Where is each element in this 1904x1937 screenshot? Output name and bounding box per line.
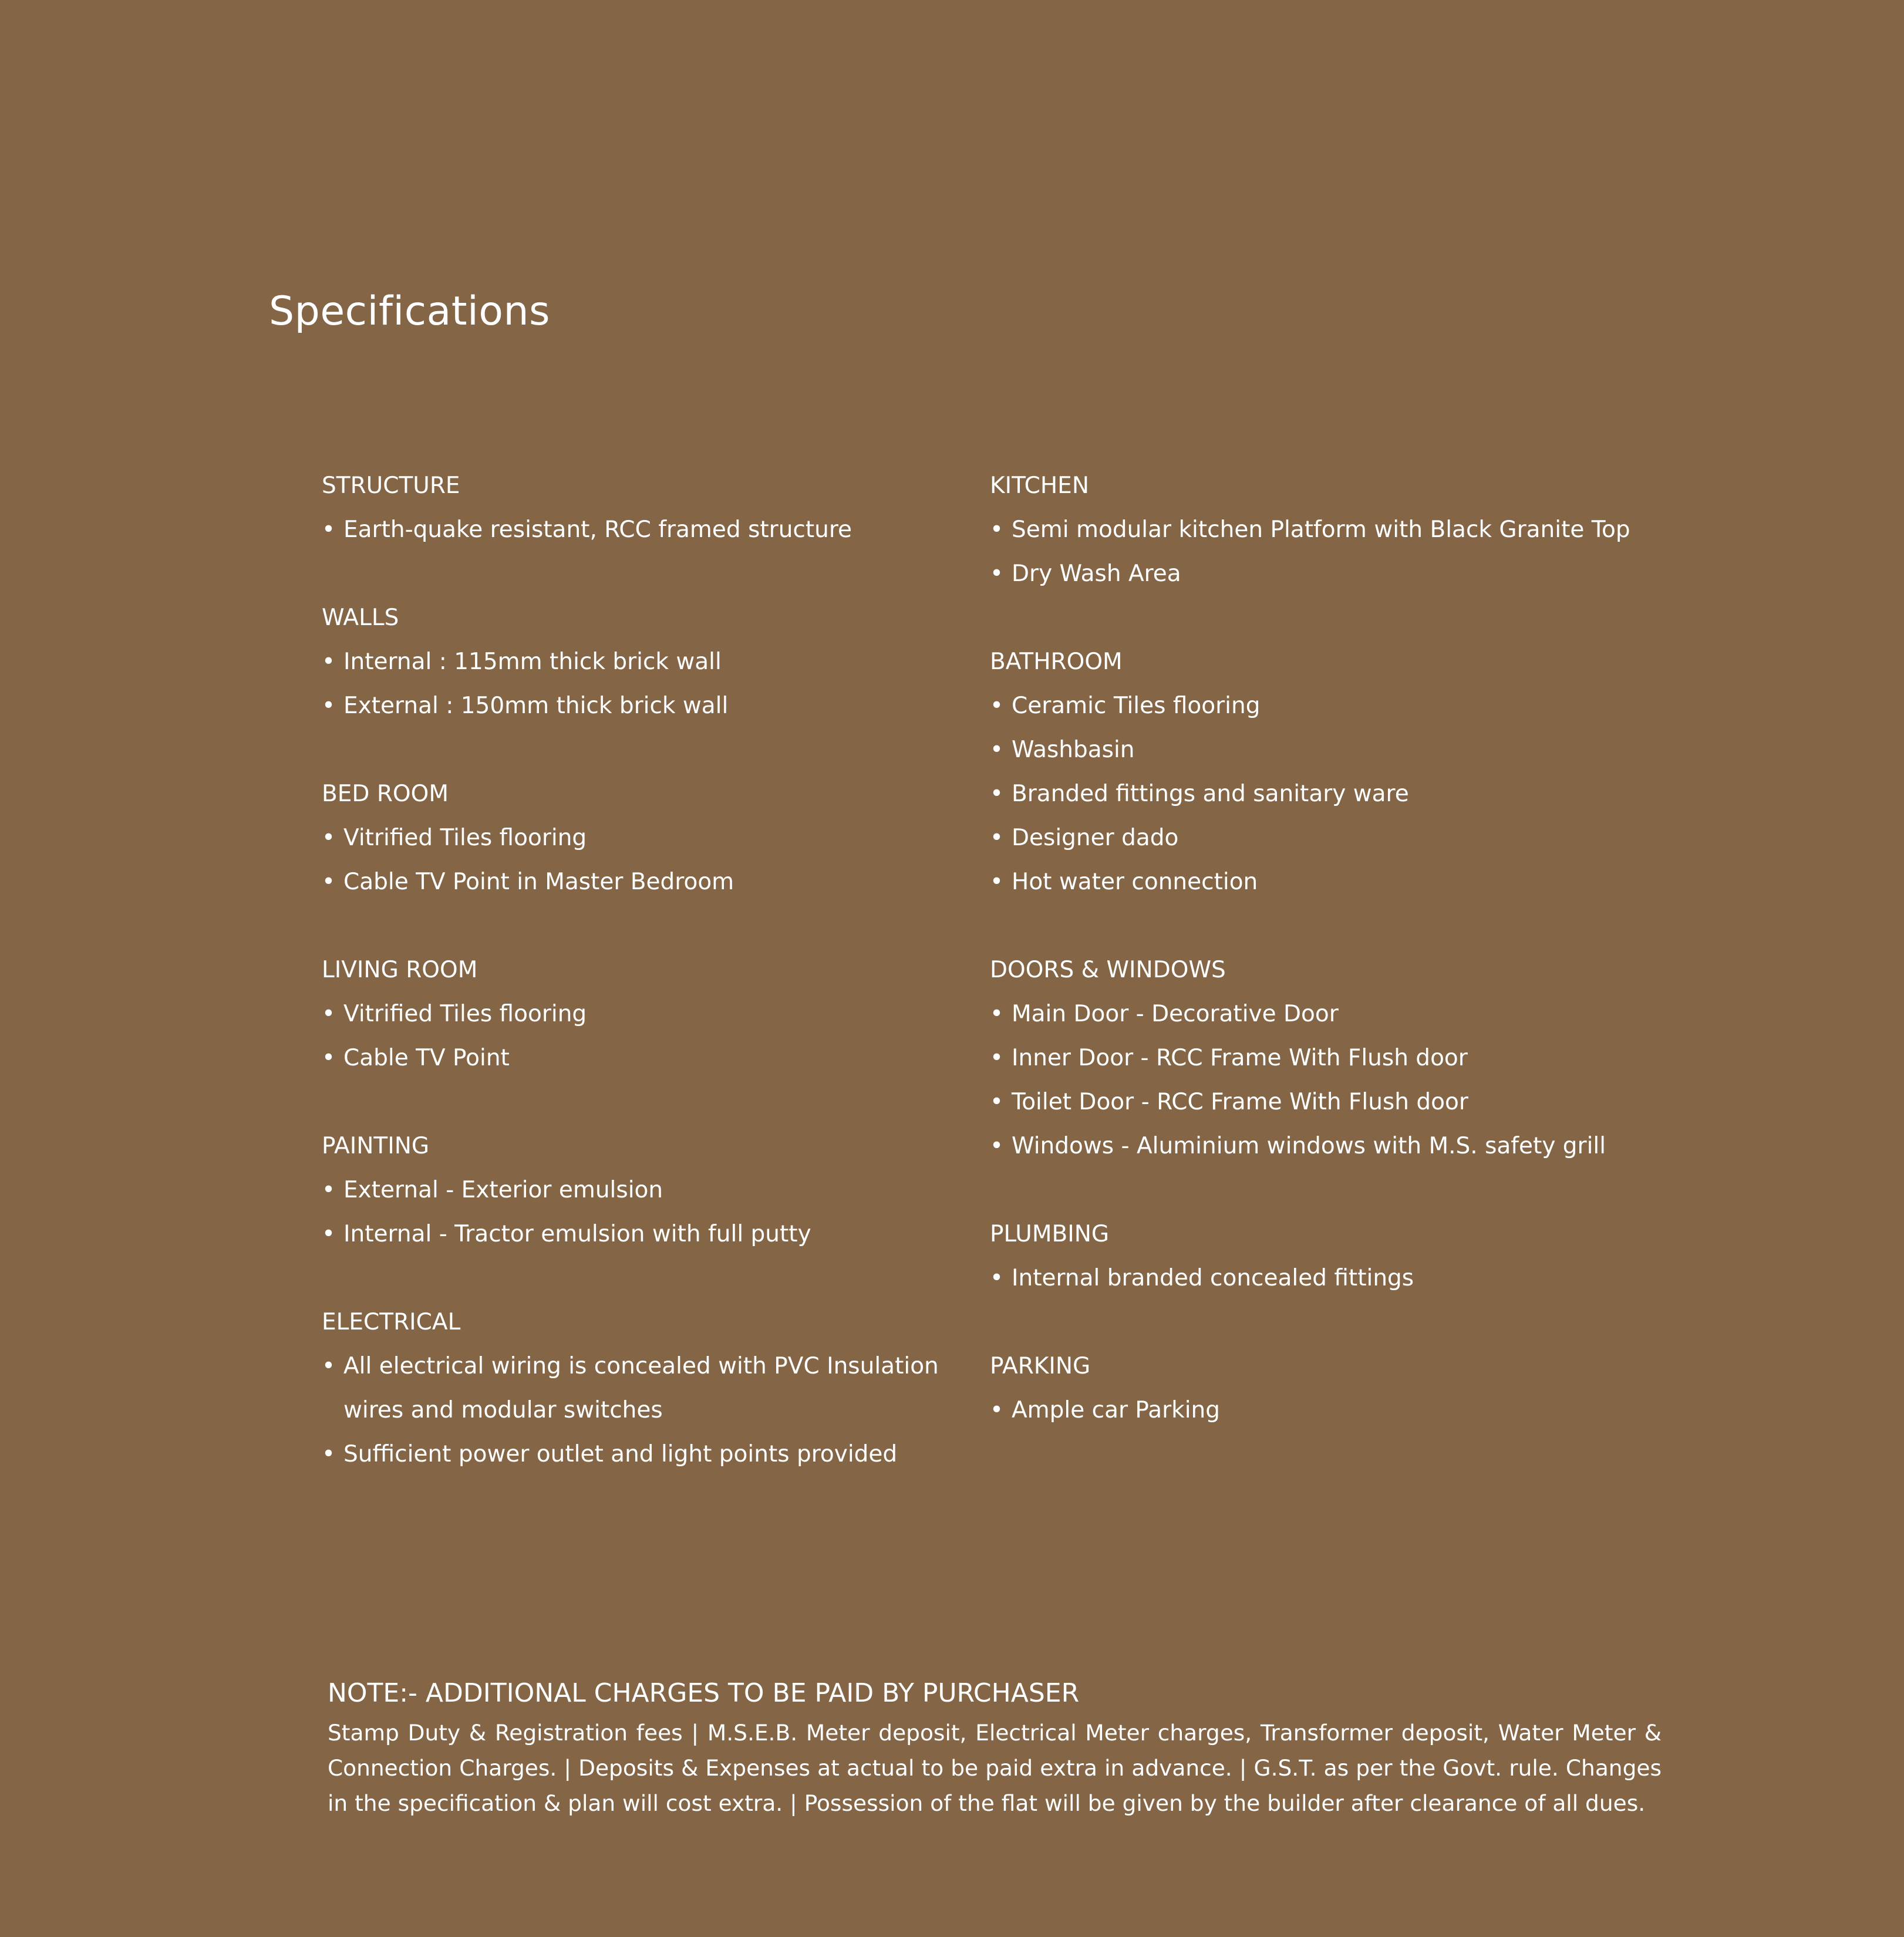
spec-item: • Washbasin [990, 728, 1694, 772]
spec-section-plumbing [990, 1212, 1694, 1300]
section-heading: STRUCTURE [322, 473, 460, 499]
spec-list [322, 992, 968, 1080]
spec-item: • Sufficient power outlet and light points provided [322, 1432, 968, 1476]
spec-item: • Vitrified Tiles flooring [322, 816, 968, 860]
spec-section-bed-room [322, 772, 968, 904]
spec-item: • All electrical wiring is concealed with PVC Insulation wires and modular switches [322, 1344, 968, 1432]
section-heading: KITCHEN [990, 473, 1089, 499]
spec-item: • Ample car Parking [990, 1388, 1694, 1432]
spec-item: • Cable TV Point in Master Bedroom [322, 860, 968, 904]
spec-item: • Semi modular kitchen Platform with Black Granite Top [990, 508, 1694, 552]
spec-item: • Vitrified Tiles flooring [322, 992, 968, 1036]
spec-list [990, 1388, 1694, 1432]
section-heading: ELECTRICAL [322, 1309, 461, 1335]
spec-item: • Windows - Aluminium windows with M.S. safety grill [990, 1124, 1694, 1168]
spec-item: • Main Door - Decorative Door [990, 992, 1694, 1036]
spec-section-walls [322, 596, 968, 728]
section-heading: BED ROOM [322, 781, 449, 807]
spec-item: • Cable TV Point [322, 1036, 968, 1080]
section-heading: PAINTING [322, 1133, 430, 1159]
specs-right-column [990, 464, 1694, 1476]
section-heading: BATHROOM [990, 649, 1123, 675]
section-heading: DOORS & WINDOWS [990, 957, 1226, 983]
additional-charges-note [328, 1672, 1662, 1821]
spec-item: • External : 150mm thick brick wall [322, 684, 968, 728]
spec-item: • Toilet Door - RCC Frame With Flush door [990, 1080, 1694, 1124]
spec-section-electrical [322, 1300, 968, 1476]
note-title: NOTE:- ADDITIONAL CHARGES TO BE PAID BY PURCHASER [328, 1678, 1080, 1708]
spec-section-parking [990, 1344, 1694, 1432]
spec-list [990, 508, 1694, 596]
spec-section-structure [322, 464, 968, 552]
spec-item: • Internal : 115mm thick brick wall [322, 640, 968, 684]
spec-list [990, 992, 1694, 1168]
section-heading: PLUMBING [990, 1221, 1110, 1247]
spec-section-doors-windows [990, 948, 1694, 1168]
spec-list [322, 1344, 968, 1476]
spec-section-kitchen [990, 464, 1694, 596]
spec-list [322, 816, 968, 904]
spec-list [990, 684, 1694, 904]
section-heading: PARKING [990, 1353, 1091, 1379]
section-heading: WALLS [322, 605, 399, 631]
note-body: Stamp Duty & Registration fees | M.S.E.B. Meter deposit, Electrical Meter charges, Transformer deposit, Water Meter & Connection Charges. | Deposits & Expenses at actual to be paid extra in advance. | G.S.T. as per the Govt. rule. Changes in the specification & plan will cost extra. | Possession of the flat will be given by the builder after clearance of all dues. [328, 1720, 1662, 1816]
spec-item: • Internal - Tractor emulsion with full putty [322, 1212, 968, 1256]
spec-item: • Internal branded concealed fittings [990, 1256, 1694, 1300]
spec-list [322, 1168, 968, 1256]
specs-left-column [322, 464, 968, 1520]
spec-item: • Earth-quake resistant, RCC framed structure [322, 508, 968, 552]
spec-section-painting [322, 1124, 968, 1256]
spec-section-living-room [322, 948, 968, 1080]
spec-item: • Designer dado [990, 816, 1694, 860]
spec-section-bathroom [990, 640, 1694, 904]
spec-item: • Dry Wash Area [990, 552, 1694, 596]
spec-item: • Ceramic Tiles flooring [990, 684, 1694, 728]
spec-list [322, 508, 968, 552]
spec-item: • Hot water connection [990, 860, 1694, 904]
spec-item: • Branded fittings and sanitary ware [990, 772, 1694, 816]
section-heading: LIVING ROOM [322, 957, 478, 983]
spec-item: • Inner Door - RCC Frame With Flush door [990, 1036, 1694, 1080]
page-title: Specifications [269, 288, 551, 335]
spec-list [990, 1256, 1694, 1300]
spec-list [322, 640, 968, 728]
spec-item: • External - Exterior emulsion [322, 1168, 968, 1212]
